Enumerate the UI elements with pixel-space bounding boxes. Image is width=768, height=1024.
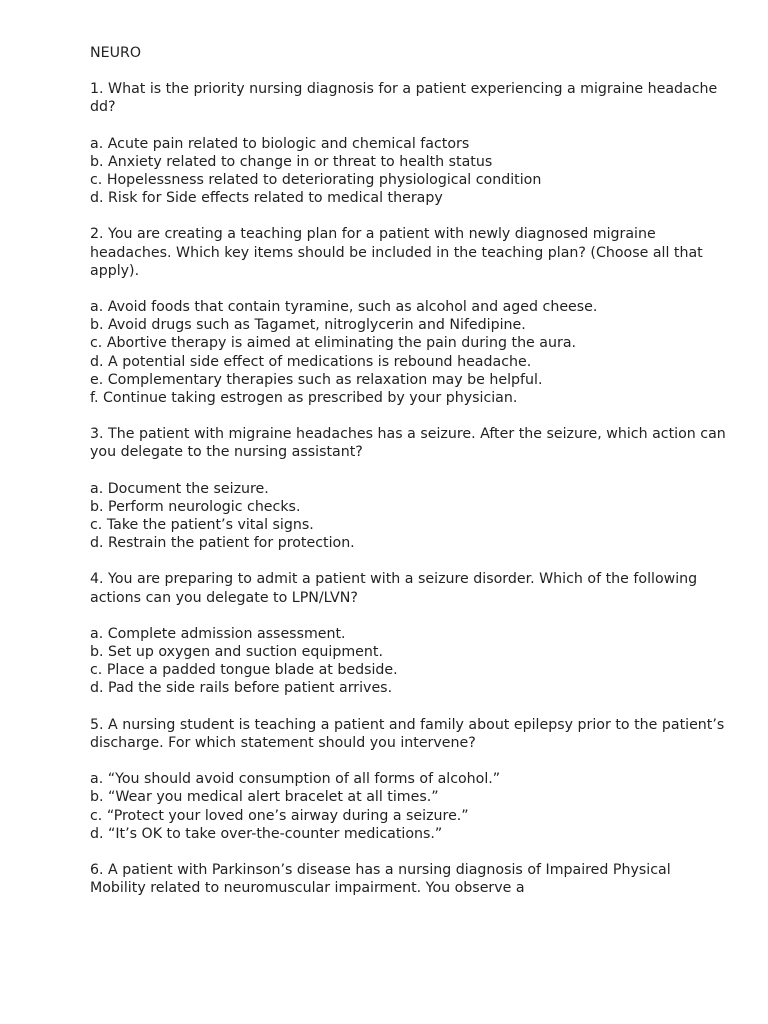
question-block-5	[90, 716, 730, 843]
question-1-option-c: c. Hopelessness related to deteriorating physiological condition	[90, 172, 542, 189]
question-block-4	[90, 570, 730, 697]
question-5-option-c: c. “Protect your loved one’s airway during a seizure.”	[90, 807, 469, 824]
question-4-text: 4. You are preparing to admit a patient with a seizure disorder. Which of the following actions can you delegate to LPN/LVN?	[90, 571, 698, 606]
question-2-option-a: a. Avoid foods that contain tyramine, such as alcohol and aged cheese.	[90, 299, 598, 316]
question-5-option-b: b. “Wear you medical alert bracelet at all times.”	[90, 789, 439, 806]
question-6-text: 6. A patient with Parkinson’s disease has a nursing diagnosis of Impaired Physical Mobility related to neuromuscular impairment. You observe a	[90, 861, 671, 897]
question-4-option-c: c. Place a padded tongue blade at bedside.	[90, 662, 398, 679]
question-4-option-b: b. Set up oxygen and suction equipment.	[90, 644, 383, 661]
question-3-options	[90, 480, 730, 553]
question-4-option-d: d. Pad the side rails before patient arrives.	[90, 680, 393, 697]
question-2-option-d: d. A potential side effect of medications is rebound headache.	[90, 353, 532, 370]
question-5-option-d: d. “It’s OK to take over-the-counter medications.”	[90, 825, 443, 842]
question-1-options	[90, 135, 730, 208]
document-title: NEURO	[90, 45, 141, 61]
question-block-3	[90, 425, 730, 552]
document-page	[90, 44, 730, 915]
question-1-option-d: d. Risk for Side effects related to medical therapy	[90, 190, 443, 207]
question-2-text: 2. You are creating a teaching plan for a patient with newly diagnosed migraine headaches. Which key items should be included in the teaching plan? (Choose all that apply).	[90, 226, 703, 279]
question-1-option-b: b. Anxiety related to change in or threat to health status	[90, 153, 493, 170]
question-block-6	[90, 861, 730, 897]
question-2-option-c: c. Abortive therapy is aimed at eliminating the pain during the aura.	[90, 335, 577, 352]
question-2-option-e: e. Complementary therapies such as relaxation may be helpful.	[90, 371, 543, 388]
question-2-option-f: f. Continue taking estrogen as prescribed by your physician.	[90, 390, 518, 407]
question-5-options	[90, 770, 730, 843]
question-3-option-d: d. Restrain the patient for protection.	[90, 535, 355, 552]
question-block-1	[90, 80, 730, 207]
question-3-option-a: a. Document the seizure.	[90, 480, 269, 497]
question-3-option-b: b. Perform neurologic checks.	[90, 498, 301, 515]
question-4-option-a: a. Complete admission assessment.	[90, 625, 346, 642]
question-2-options	[90, 298, 730, 407]
question-3-text: 3. The patient with migraine headaches has a seizure. After the seizure, which action can you delegate to the nursing assistant?	[90, 426, 726, 461]
question-5-option-a: a. “You should avoid consumption of all forms of alcohol.”	[90, 771, 501, 788]
question-2-option-b: b. Avoid drugs such as Tagamet, nitroglycerin and Nifedipine.	[90, 317, 526, 334]
question-1-option-a: a. Acute pain related to biologic and chemical factors	[90, 135, 470, 152]
question-5-text: 5. A nursing student is teaching a patient and family about epilepsy prior to the patient’s discharge. For which statement should you intervene?	[90, 716, 725, 751]
question-1-text: 1. What is the priority nursing diagnosis for a patient experiencing a migraine headache dd?	[90, 81, 718, 116]
question-4-options	[90, 625, 730, 698]
question-block-2	[90, 225, 730, 407]
question-3-option-c: c. Take the patient’s vital signs.	[90, 517, 314, 534]
